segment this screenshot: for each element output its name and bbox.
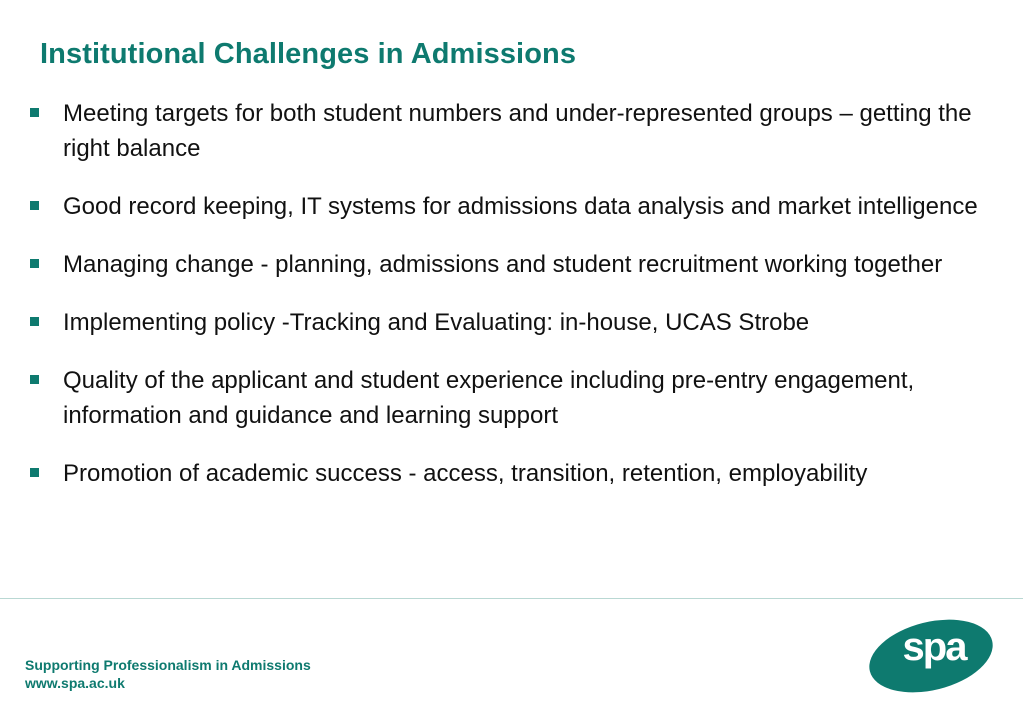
bullet-text: Promotion of academic success - access, transition, retention, employability [63,460,868,487]
bullet-item [24,247,999,282]
square-bullet-icon [30,108,39,117]
bullet-text: Implementing policy -Tracking and Evaluating: in-house, UCAS Strobe [63,309,810,336]
square-bullet-icon [30,259,39,268]
bullet-list [24,96,999,491]
bullet-item [24,363,999,433]
square-bullet-icon [30,375,39,384]
bullet-text: Quality of the applicant and student experience including pre-entry engagement, information and guidance and learning support [63,367,915,429]
bullet-item [24,96,999,166]
footer-url[interactable]: www.spa.ac.uk [25,675,125,691]
square-bullet-icon [30,317,39,326]
footer-tagline: Supporting Professionalism in Admissions [25,657,311,673]
bullet-item [24,456,999,491]
bullet-item [24,189,999,224]
bullet-text: Managing change - planning, admissions and student recruitment working together [63,251,943,278]
footer-divider [0,598,1023,599]
bullet-text: Meeting targets for both student numbers and under-represented groups – getting the right balance [63,100,972,162]
square-bullet-icon [30,468,39,477]
spa-logo-text: spa [902,625,966,669]
spa-logo [866,614,996,694]
bullet-item [24,305,999,340]
square-bullet-icon [30,201,39,210]
slide-title: Institutional Challenges in Admissions [40,38,577,70]
bullet-text: Good record keeping, IT systems for admissions data analysis and market intelligence [63,193,978,220]
